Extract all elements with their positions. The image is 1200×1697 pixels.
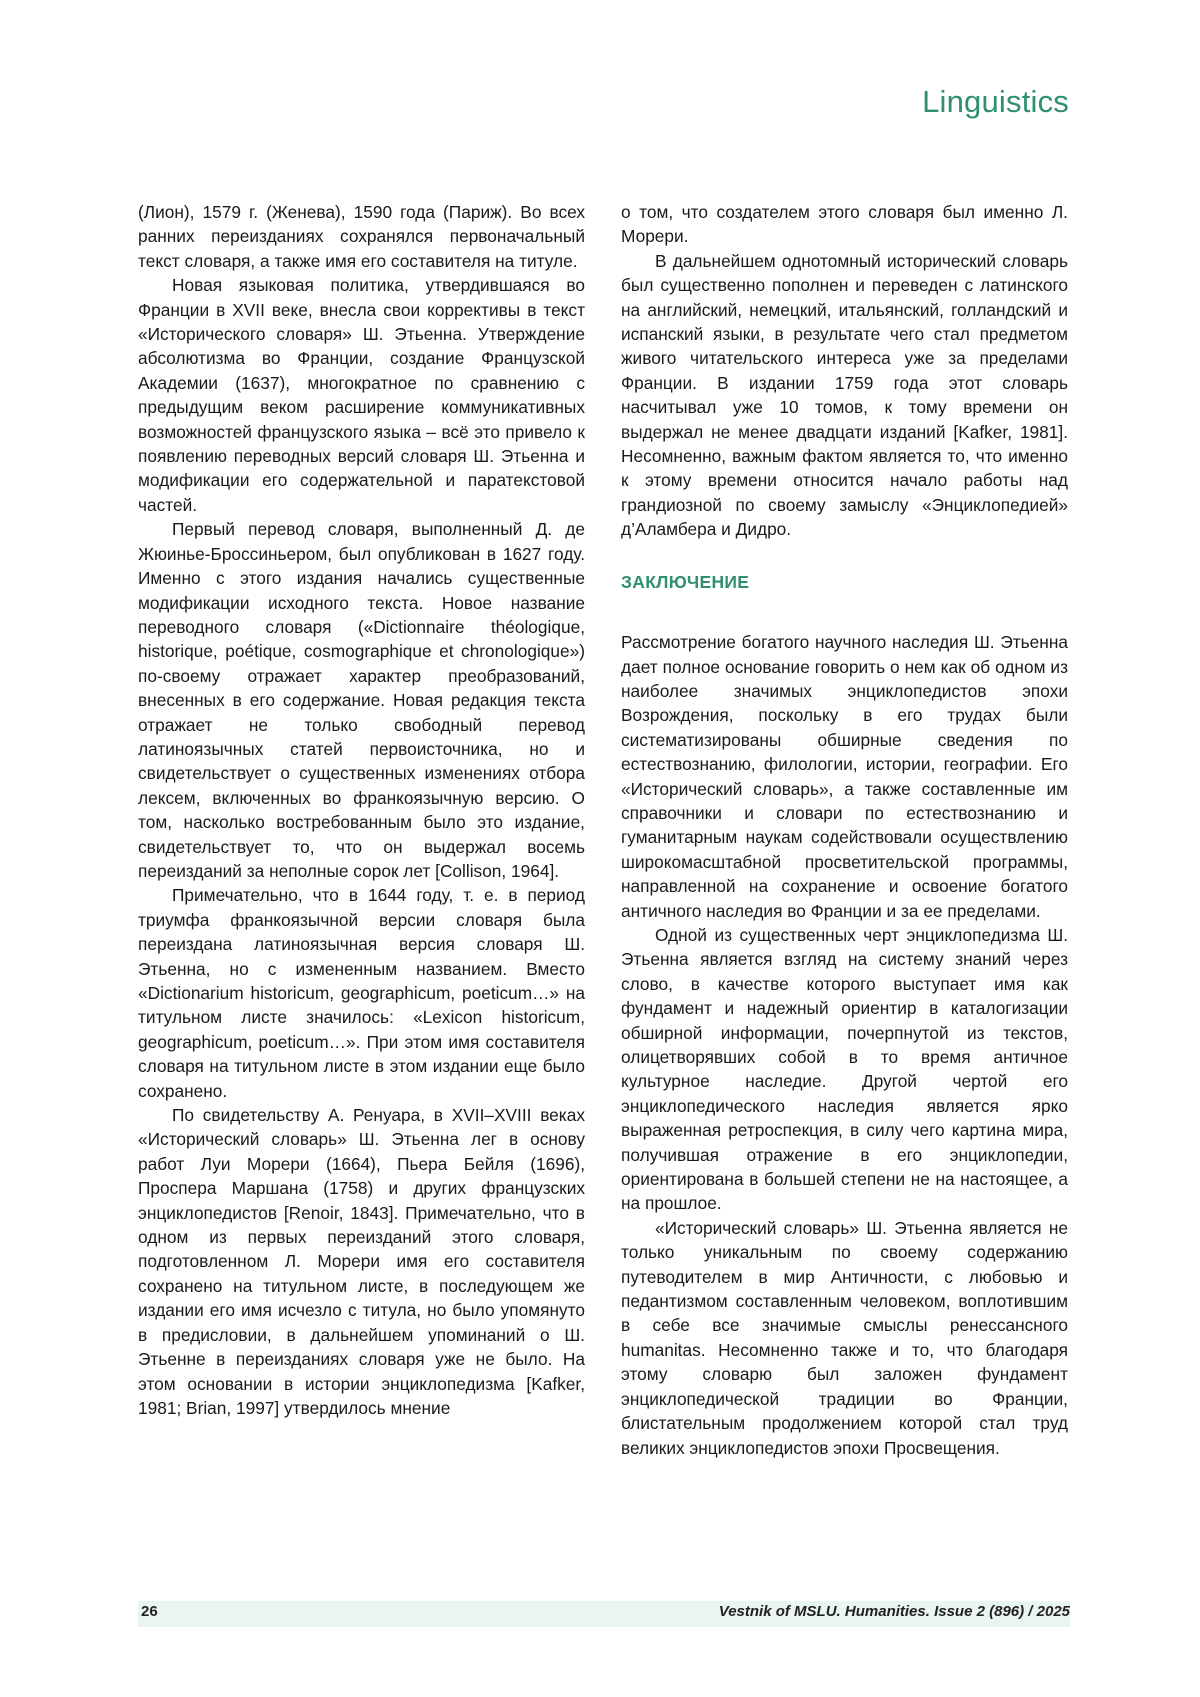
paragraph: Первый перевод словаря, выполненный Д. де Жюинье-Броссиньером, был опубликован в 1627 году. Именно с этого издания начались существенные модификации исходного текста. Новое название переводного словаря («Dictionnaire théologique, historique, poétique, cosmographique et chronologique») по-своему отражает характер преобразований, внесенных в его содержание. Новая редакция текста отражает не только свободный перевод латиноязычных статей первоисточника, но и свидетельствует о существенных изменениях отбора лексем, включенных во франкоязычную версию. О том, насколько востребованным было это издание, свидетельствует то, что он выдержал восемь переизданий за неполные сорок лет [Collison, 1964]. [138,519,585,881]
section-title: Linguistics [922,84,1069,119]
paragraph: Рассмотрение богатого научного наследия Ш. Этьенна дает полное основание говорить о нем как об одном из наиболее значимых энциклопедистов эпохи Возрождения, поскольку в его трудах были систематизированы обширные сведения по естествознанию, филологии, истории, географии. Его «Исторический словарь», а также составленные им справочники и словари по естествознанию и гуманитарным наукам содействовали осуществлению широкомасштабной просветительской программы, направленной на сохранение и освоение богатого античного наследия во Франции и за ее пределами. [621,632,1068,921]
right-column [621,200,1068,1460]
paragraph: В дальнейшем однотомный исторический словарь был существенно пополнен и переведен с латинского на английский, немецкий, итальянский, голландский и испанский языки, в результате чего стал предметом живого читательского интереса уже за пределами Франции. В издании 1759 года этот словарь насчитывал уже 10 томов, к тому времени он выдержал не менее двадцати изданий [Kafker, 1981]. Несомненно, важным фактом является то, что именно к этому времени относится начало работы над грандиозной по своему замыслу «Энциклопедией» д’Аламбера и Дидро. [621,250,1068,540]
page-number: 26 [141,1603,158,1620]
paragraph: о том, что создателем этого словаря был именно Л. Морери. [621,202,1068,247]
paragraph: (Лион), 1579 г. (Женева), 1590 года (Париж). Во всех ранних переизданиях сохранялся первоначальный текст словаря, а также имя его составителя на титуле. [138,202,585,271]
paragraph: Примечательно, что в 1644 году, т. е. в период триумфа франкоязычной версии словаря была переиздана латиноязычная версия словаря Ш. Этьенна, но с измененным названием. Вместо «Dictionarium historicum, geographicum, poeticum…» на титульном листе значилось: «Lexicon historicum, geographicum, poeticum…». При этом имя составителя словаря на титульном листе в этом издании еще было сохранено. [138,885,585,1101]
journal-title: Vestnik of MSLU. Humanities. Issue 2 (896) / 2025 [718,1603,1070,1620]
paragraph: Новая языковая политика, утвердившаяся во Франции в XVII веке, внесла свои коррективы в текст «Исторического словаря» Ш. Этьенна. Утверждение абсолютизма во Франции, создание Французской Академии (1637), многократное по сравнению с предыдущим веком расширение коммуникативных возможностей французского языка – всё это привело к появлению переводных версий словаря Ш. Этьенна и модификации его содержательной и паратекстовой частей. [138,275,585,515]
paragraph: «Исторический словарь» Ш. Этьенна является не только уникальным по своему содержанию путеводителем в мир Античности, с любовью и педантизмом составленным человеком, воплотившим в себе все значимые смыслы ренессансного humanitas. Несомненно также и то, что благодаря этому словарю был заложен фундамент энциклопедической традиции во Франции, блистательным продолжением которой стал труд великих энциклопедистов эпохи Просвещения. [621,1217,1068,1458]
paragraph: По свидетельству А. Ренуара, в XVII–XVIII веках «Исторический словарь» Ш. Этьенна лег в основу работ Луи Морери (1664), Пьера Бейля (1696), Проспера Маршана (1758) и других французских энциклопедистов [Renoir, 1843]. Примечательно, что в одном из первых переизданий этого словаря, подготовленном Л. Морери имя его составителя сохранено на титульном листе, в последующем же издании его имя исчезло с титула, но было упомянуто в предисловии, в дальнейшем упоминаний о Ш. Этьенне в переизданиях словаря уже не было. На этом основании в истории энциклопедизма [Kafker, 1981; Brian, 1997] утвердилось мнение [138,1105,585,1418]
paragraph: Одной из существенных черт энциклопедизма Ш. Этьенна является взгляд на систему знаний через слово, в качестве которого выступает имя как фундамент и надежный ориентир в каталогизации обширной информации, почерпнутой из текстов, олицетворявших собой в то время античное культурное наследие. Другой чертой его энциклопедического наследия является ярко выраженная ретроспекция, в силу чего картина мира, получившая отражение в его энциклопедии, ориентирована в большей степени не на настоящее, а на прошлое. [621,924,1068,1214]
conclusion-heading: ЗАКЛЮЧЕНИЕ [621,571,750,592]
left-column [138,200,585,1420]
